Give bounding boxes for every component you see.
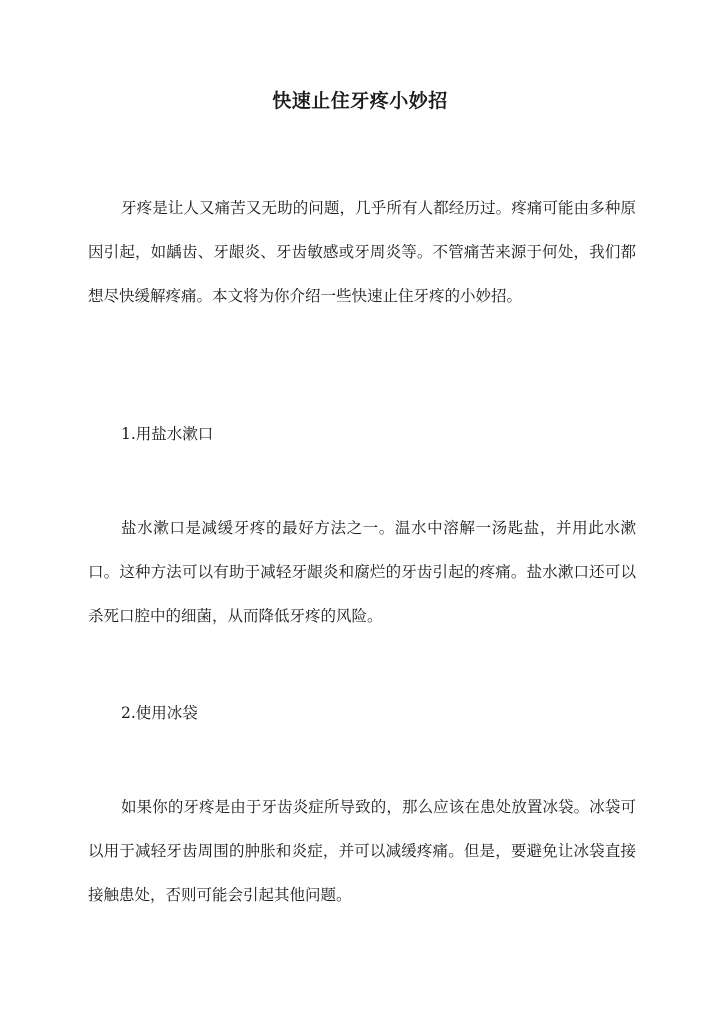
section-body-ice-pack: 如果你的牙疼是由于牙齿炎症所导致的，那么应该在患处放置冰袋。冰袋可以用于减轻牙齿周围的肿胀和炎症，并可以减缓疼痛。但是，要避免让冰袋直接接触患处，否则可能会引起其他问题。 [88,798,636,904]
document-title: 快速止住牙疼小妙招 [272,90,448,112]
section-heading-ice-pack: 2.使用冰袋 [121,704,198,722]
section-body-salt-water: 盐水漱口是减缓牙疼的最好方法之一。温水中溶解一汤匙盐，并用此水漱口。这种方法可以有助于减轻牙龈炎和腐烂的牙齿引起的疼痛。盐水漱口还可以杀死口腔中的细菌，从而降低牙疼的风险。 [88,519,636,625]
section-heading-salt-water: 1.用盐水漱口 [121,425,214,443]
intro-paragraph: 牙疼是让人又痛苦又无助的问题，几乎所有人都经历过。疼痛可能由多种原因引起，如龋齿、牙龈炎、牙齿敏感或牙周炎等。不管痛苦来源于何处，我们都想尽快缓解疼痛。本文将为你介绍一些快速止住牙疼的小妙招。 [88,199,636,305]
